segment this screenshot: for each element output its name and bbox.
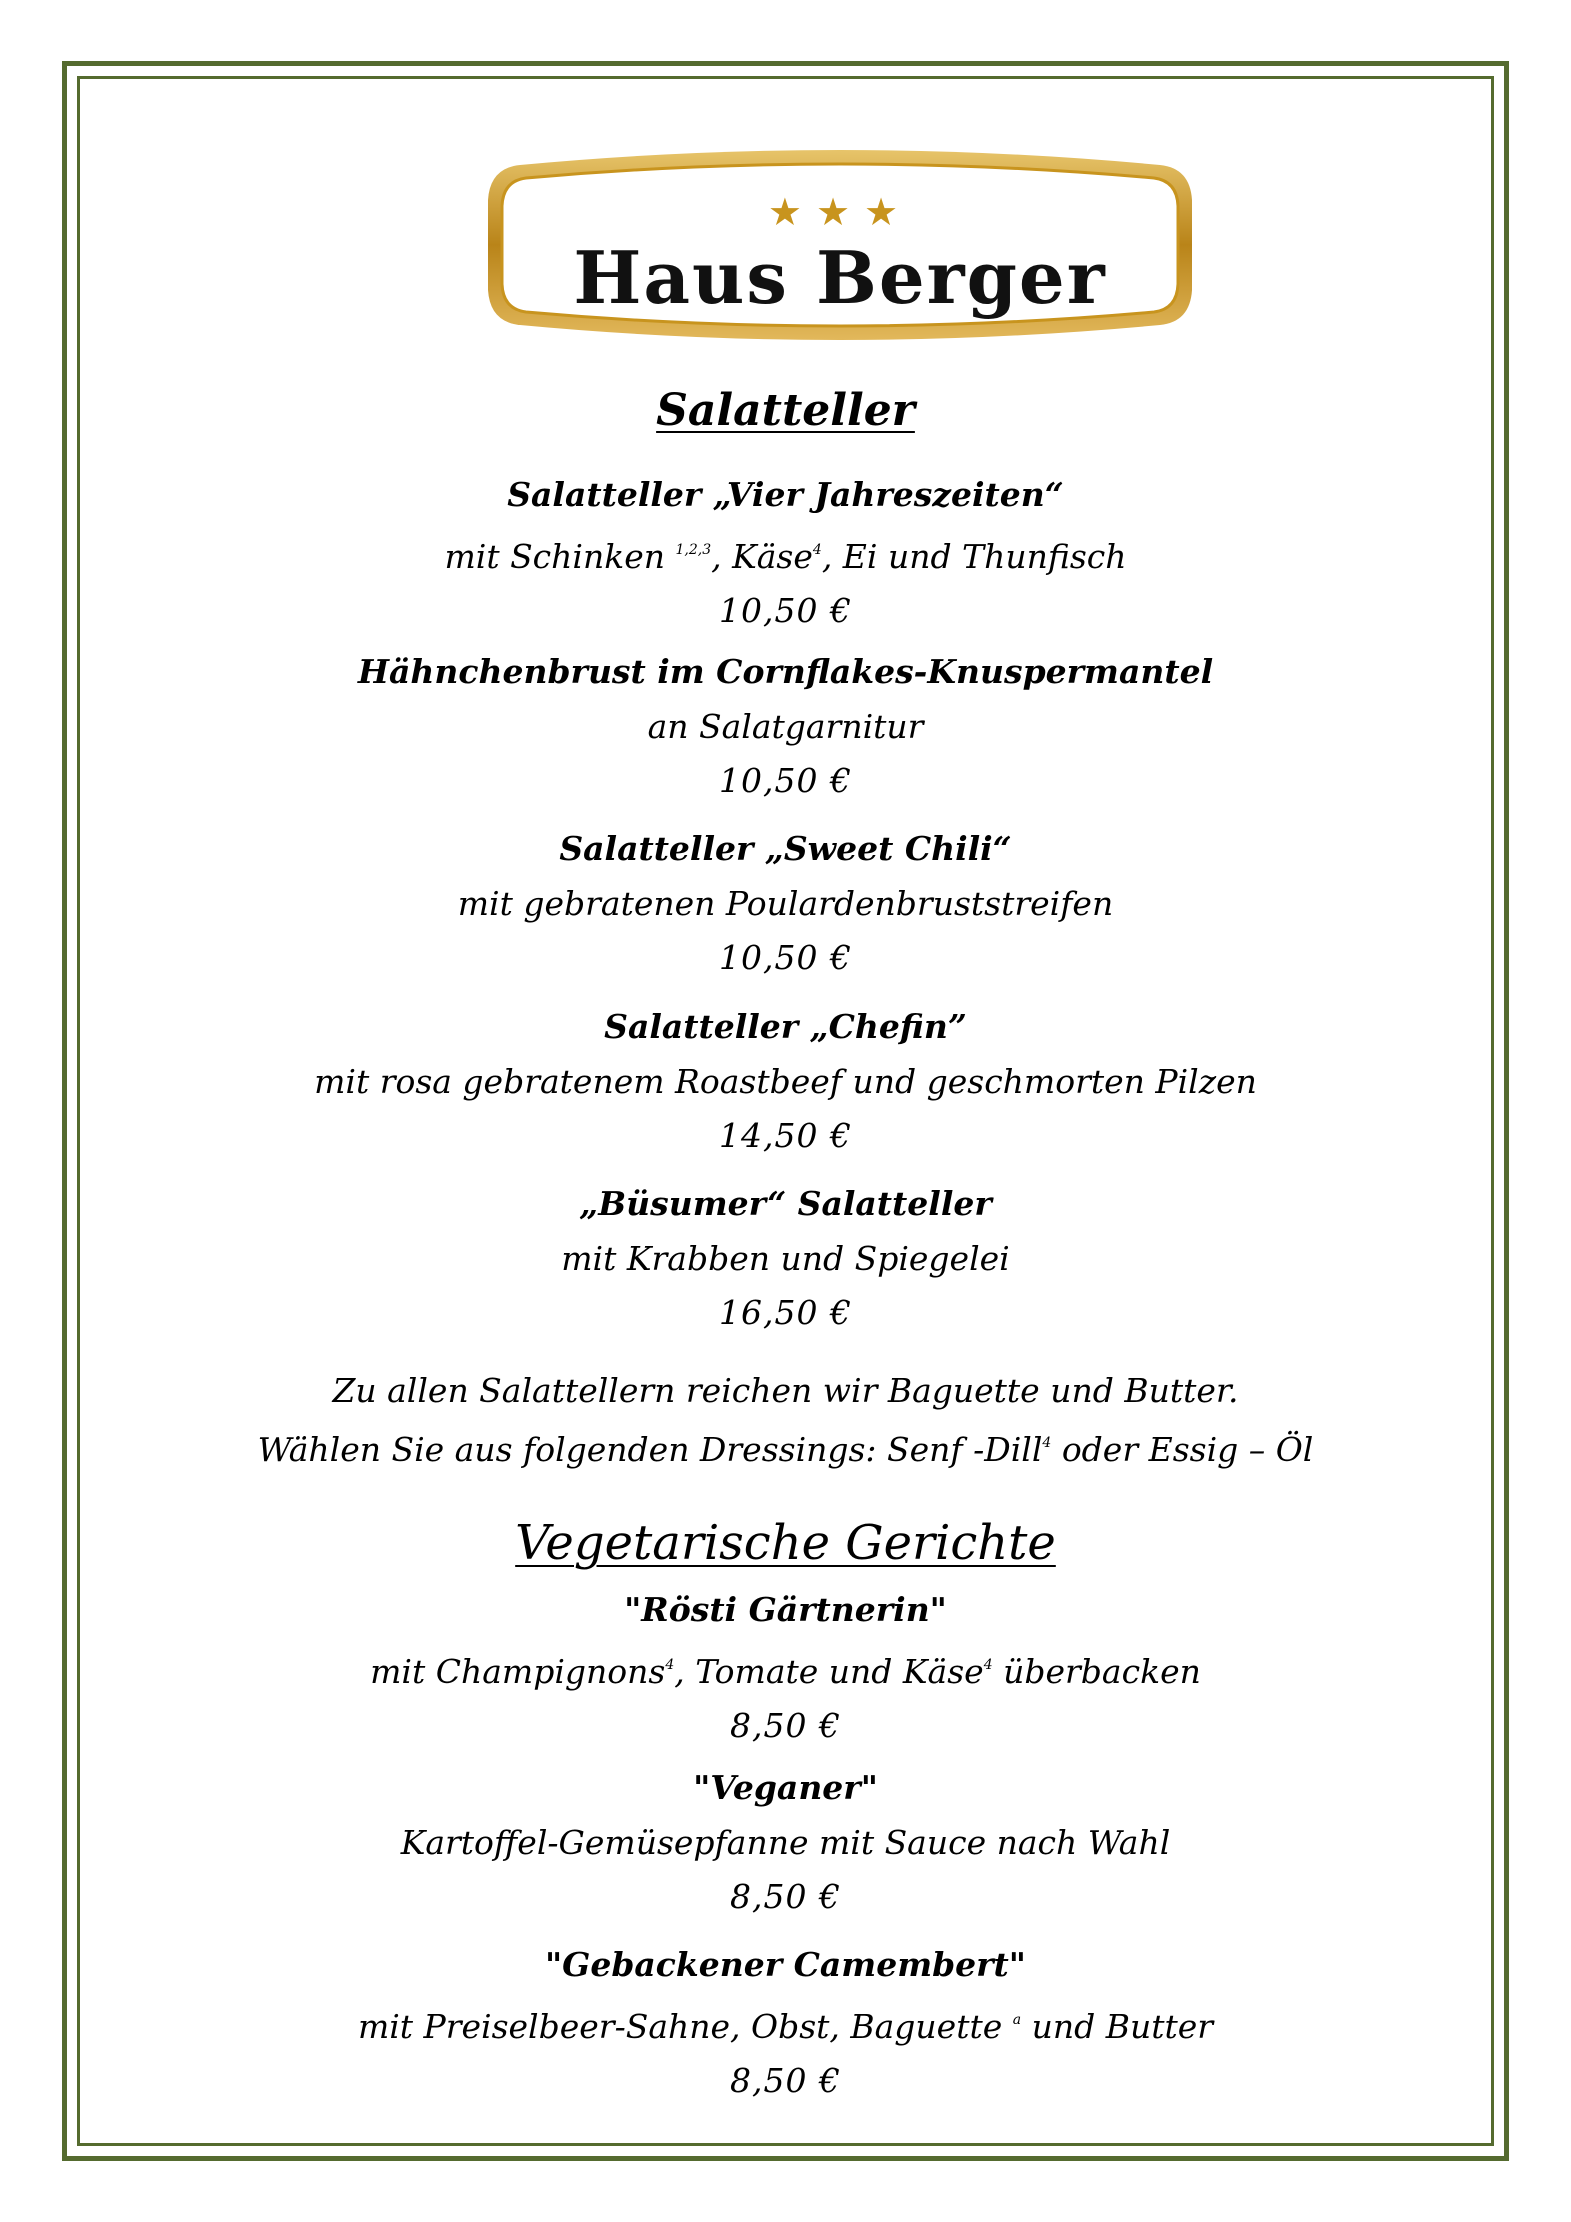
desc-part: mit Preiselbeer-Sahne, Obst, Baguette xyxy=(357,2007,1013,2046)
note-part: oder Essig – Öl xyxy=(1051,1430,1314,1469)
allergen-mark: 4 xyxy=(1042,1435,1052,1451)
dish-price: 8,50 € xyxy=(730,1706,841,1745)
dish-name: Hähnchenbrust im Cornflakes-Knuspermantel xyxy=(357,652,1214,691)
desc-part: , Tomate und Käse xyxy=(674,1652,984,1691)
dressing-note xyxy=(80,1365,1491,1476)
note-part: Wählen Sie aus folgenden Dressings: Senf -Dill xyxy=(257,1430,1043,1469)
dish-gebackener-camembert xyxy=(80,1945,1491,2101)
dish-price: 8,50 € xyxy=(730,2061,841,2100)
desc-part: mit Schinken xyxy=(444,537,676,576)
desc-part: , Käse xyxy=(711,537,813,576)
dish-haehnchenbrust xyxy=(80,652,1491,801)
dish-name: „Büsumer“ Salatteller xyxy=(579,1184,992,1223)
allergen-mark: 4 xyxy=(665,1657,675,1673)
dish-description: mit rosa gebratenem Roastbeef und geschmorten Pilzen xyxy=(314,1062,1257,1101)
dish-description: mit Krabben und Spiegelei xyxy=(561,1239,1010,1278)
desc-part: überbacken xyxy=(992,1652,1201,1691)
allergen-mark: a xyxy=(1012,2012,1022,2028)
dish-price: 14,50 € xyxy=(719,1116,852,1155)
dish-price: 8,50 € xyxy=(730,1877,841,1916)
dish-chefin xyxy=(80,1007,1491,1156)
allergen-mark: 1,2,3 xyxy=(675,542,712,558)
allergen-mark: 4 xyxy=(812,542,822,558)
haus-berger-logo xyxy=(480,140,1200,350)
allergen-mark: 4 xyxy=(983,1657,993,1673)
dish-description xyxy=(80,530,1491,577)
section-title-salatteller: Salatteller xyxy=(656,385,915,436)
logo-stars: ★★★ xyxy=(767,190,913,234)
dish-vier-jahreszeiten xyxy=(80,475,1491,631)
dish-description: Kartoffel-Gemüsepfanne mit Sauce nach Wahl xyxy=(400,1823,1171,1862)
dish-sweet-chili xyxy=(80,829,1491,978)
dish-description xyxy=(80,1645,1491,1692)
dish-price: 10,50 € xyxy=(719,761,852,800)
dish-buesumer xyxy=(80,1184,1491,1333)
dish-name: "Gebackener Camembert" xyxy=(544,1945,1026,1984)
dish-description: an Salatgarnitur xyxy=(647,707,924,746)
logo-title: Haus Berger xyxy=(573,235,1107,320)
desc-part: und Butter xyxy=(1021,2007,1214,2046)
dish-description: mit gebratenen Poulardenbruststreifen xyxy=(457,884,1114,923)
dish-roesti-gaertnerin xyxy=(80,1590,1491,1746)
dish-price: 10,50 € xyxy=(719,591,852,630)
dish-description xyxy=(80,2000,1491,2047)
note-line: Zu allen Salattellern reichen wir Baguette und Butter. xyxy=(332,1371,1239,1410)
section-title-vegetarisch: Vegetarische Gerichte xyxy=(515,1515,1056,1571)
dish-name: Salatteller „Vier Jahreszeiten“ xyxy=(507,475,1064,514)
dish-name: "Rösti Gärtnerin" xyxy=(624,1590,947,1629)
dish-name: Salatteller „Chefin” xyxy=(604,1007,967,1046)
desc-part: mit Champignons xyxy=(370,1652,666,1691)
note-line xyxy=(80,1417,1491,1476)
dish-veganer xyxy=(80,1768,1491,1917)
dish-price: 16,50 € xyxy=(719,1293,852,1332)
dish-name: Salatteller „Sweet Chili“ xyxy=(559,829,1012,868)
dish-price: 10,50 € xyxy=(719,938,852,977)
dish-name: "Veganer" xyxy=(693,1768,878,1807)
desc-part: , Ei und Thunfisch xyxy=(821,537,1127,576)
